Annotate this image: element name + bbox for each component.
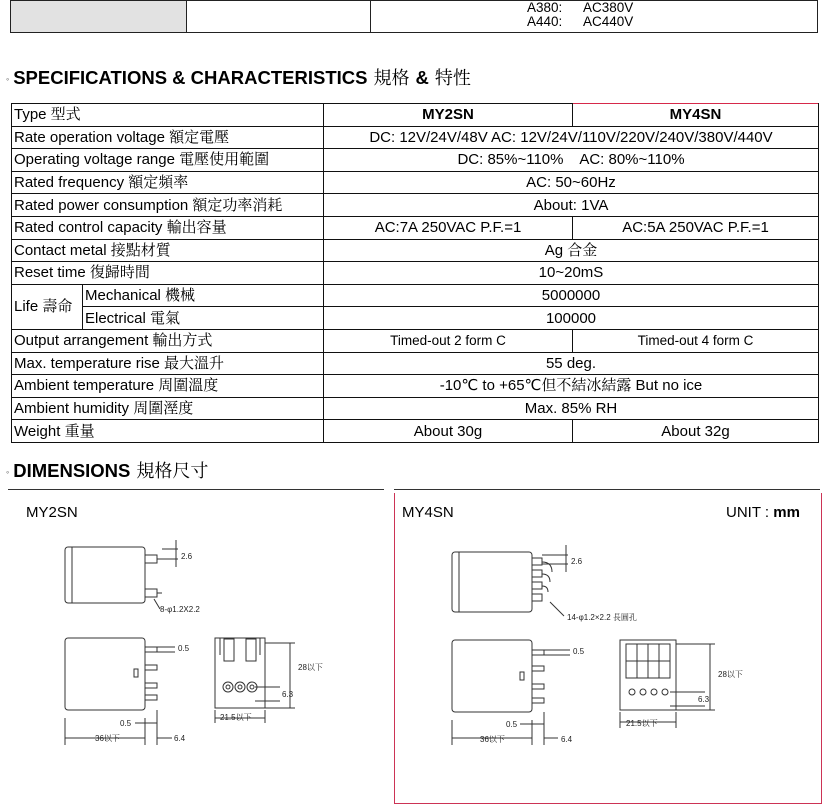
dim-top-gap: 2.6 [571, 557, 583, 566]
row-label: Ambient temperature 周圍溫度 [12, 375, 324, 398]
row-value: DC: 12V/24V/48V AC: 12V/24V/110V/220V/240V/380V/440V [324, 126, 819, 149]
voltage-code: A440: [527, 14, 563, 29]
top-table-label-cell [11, 1, 187, 33]
dim-width: 21.5以下 [626, 719, 658, 728]
row-label: Ambient humidity 周圍溼度 [12, 397, 324, 420]
dimensions-title: DIMENSIONS [13, 460, 131, 481]
specifications-title-cjk: 規格 [373, 68, 410, 89]
row-value: DC: 85%~110% AC: 80%~110% [324, 149, 819, 172]
top-partial-table [10, 0, 818, 33]
dim-top-gap: 2.6 [181, 552, 193, 561]
my4sn-drawing-title: MY4SN [402, 504, 454, 521]
model-header-my4sn: MY4SN [573, 104, 819, 127]
dim-pin-offset: 0.5 [178, 644, 190, 653]
row-label: Rated control capacity 輸出容量 [12, 216, 324, 239]
table-row [12, 104, 819, 127]
dimensions-title-cjk: 規格尺寸 [136, 461, 209, 482]
dim-height: 28以下 [718, 670, 743, 679]
table-row [12, 239, 819, 262]
table-row [12, 284, 819, 307]
row-label: Weight 重量 [12, 420, 324, 443]
table-row [12, 352, 819, 375]
model-header-my2sn: MY2SN [324, 104, 573, 127]
row-label: Contact metal 接點材質 [12, 239, 324, 262]
table-row [12, 262, 819, 285]
relay-body-top-view [65, 547, 145, 603]
row-value: About: 1VA [324, 194, 819, 217]
row-value: 10~20mS [324, 262, 819, 285]
dim-pin-len: 6.4 [561, 735, 573, 744]
dim-pin-pitch: 6.3 [282, 690, 294, 699]
specifications-heading [6, 64, 471, 90]
mechanical-value: 5000000 [324, 284, 819, 307]
dim-width: 21.5以下 [220, 713, 252, 722]
row-label: Rated power consumption 額定功率消耗 [12, 194, 324, 217]
row-label: Reset time 復歸時間 [12, 262, 324, 285]
my2sn-dimension-drawing [50, 535, 350, 755]
dim-holes: 14-φ1.2×2.2 長圓孔 [567, 613, 637, 622]
specifications-title: SPECIFICATIONS & CHARACTERISTICS [13, 67, 368, 88]
relay-body-front-view [215, 638, 265, 708]
row-label: Operating voltage range 電壓使用範圍 [12, 149, 324, 172]
relay-body-side-view [65, 638, 145, 710]
row-value: AC: 50~60Hz [324, 171, 819, 194]
voltage-value: AC440V [583, 14, 634, 29]
voltage-code: A380: [527, 0, 563, 15]
table-row [12, 307, 819, 330]
dim-depth: 36以下 [95, 734, 120, 743]
row-value-my4sn: Timed-out 4 form C [573, 329, 819, 352]
unit-label [726, 504, 800, 521]
table-row [12, 375, 819, 398]
table-row [12, 420, 819, 443]
row-label: Max. temperature rise 最大溫升 [12, 352, 324, 375]
row-value: Ag 合金 [324, 239, 819, 262]
unit-value: mm [773, 504, 800, 521]
dim-pin-len: 6.4 [174, 734, 186, 743]
dim-bottom-offset: 0.5 [506, 720, 518, 729]
top-table-voltage-cell [371, 1, 818, 33]
dimensions-heading [6, 457, 208, 483]
row-label: Rated frequency 額定頻率 [12, 171, 324, 194]
row-value-my4sn: AC:5A 250VAC P.F.=1 [573, 216, 819, 239]
relay-body-top-view [452, 552, 532, 612]
dim-holes: 8-φ1.2X2.2 [160, 605, 200, 614]
characteristics-title-cjk: 特性 [434, 68, 471, 89]
dim-pin-pitch: 6.3 [698, 695, 710, 704]
bullet-icon: ◦ [6, 74, 10, 85]
voltage-value: AC380V [583, 0, 634, 15]
my2sn-drawing-title: MY2SN [26, 504, 78, 521]
row-value: -10℃ to +65℃但不結冰結露 But no ice [324, 375, 819, 398]
row-value: 55 deg. [324, 352, 819, 375]
table-row [12, 397, 819, 420]
voltage-row [527, 15, 817, 29]
divider [8, 489, 384, 490]
top-table-blank-cell [187, 1, 371, 33]
my4sn-dimension-drawing [430, 540, 760, 760]
row-value: Max. 85% RH [324, 397, 819, 420]
dim-bottom-offset: 0.5 [120, 719, 132, 728]
spec-table [11, 103, 819, 443]
table-row [12, 329, 819, 352]
table-row [12, 149, 819, 172]
row-label: Rate operation voltage 額定電壓 [12, 126, 324, 149]
dim-height: 28以下 [298, 663, 323, 672]
row-value-my2sn: AC:7A 250VAC P.F.=1 [324, 216, 573, 239]
row-value-my2sn: Timed-out 2 form C [324, 329, 573, 352]
dim-pin-offset: 0.5 [573, 647, 585, 656]
bullet-icon: ◦ [6, 467, 10, 478]
mechanical-label: Mechanical 機械 [83, 284, 324, 307]
electrical-label: Electrical 電氣 [83, 307, 324, 330]
dim-depth: 36以下 [480, 735, 505, 744]
unit-label-text: UNIT : [726, 504, 770, 521]
row-value-my2sn: About 30g [324, 420, 573, 443]
table-row [12, 216, 819, 239]
divider [394, 489, 820, 490]
voltage-row [527, 1, 817, 15]
type-label: Type 型式 [12, 104, 324, 127]
electrical-value: 100000 [324, 307, 819, 330]
table-row [12, 126, 819, 149]
ampersand: & [415, 67, 429, 88]
table-row [12, 171, 819, 194]
row-value-my4sn: About 32g [573, 420, 819, 443]
row-label: Output arrangement 輸出方式 [12, 329, 324, 352]
life-label: Life 壽命 [12, 284, 83, 329]
table-row [12, 194, 819, 217]
